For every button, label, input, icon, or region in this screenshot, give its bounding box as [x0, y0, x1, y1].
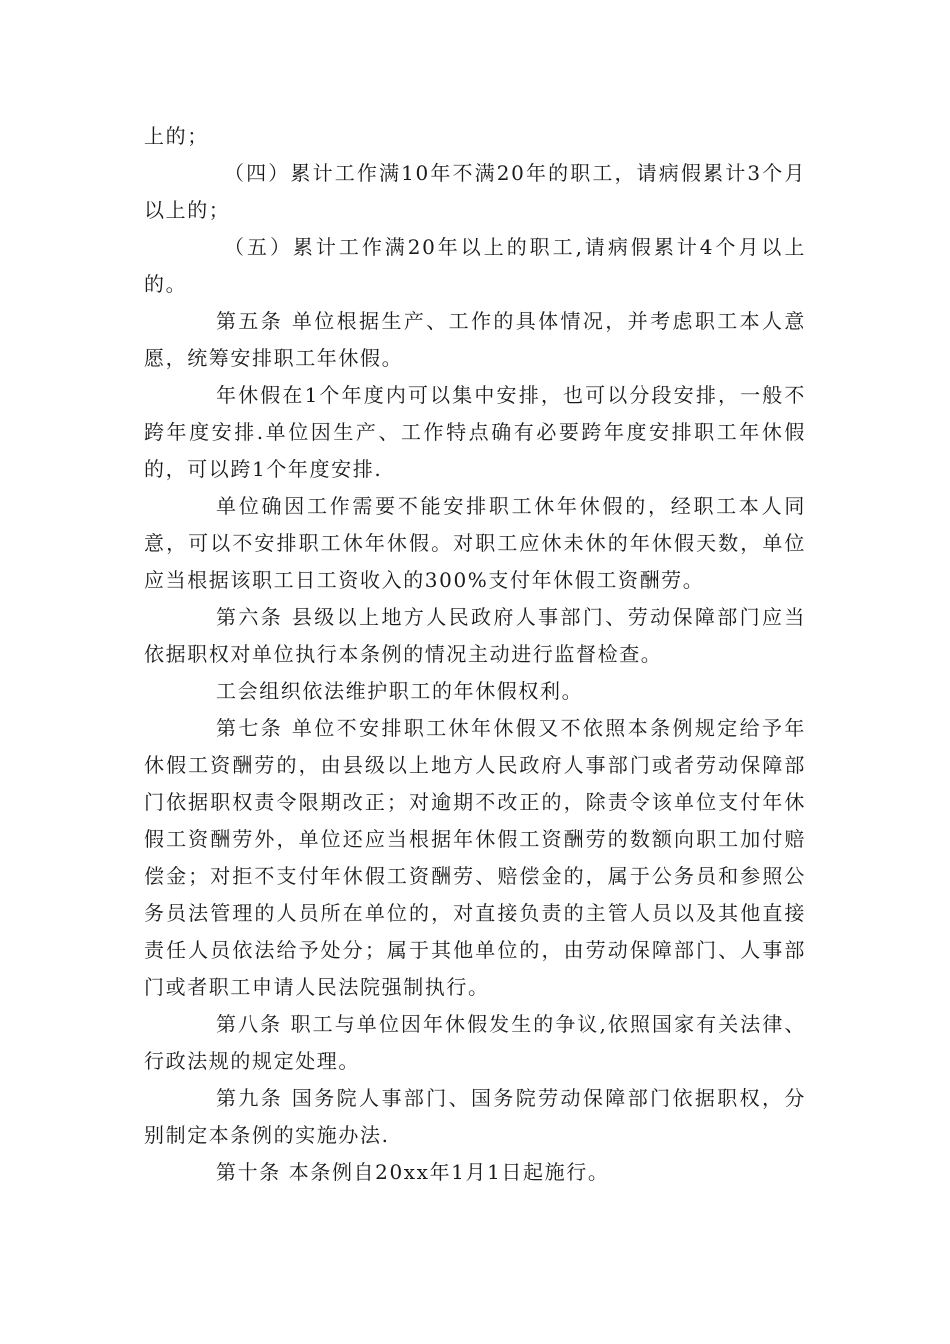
paragraph-article-7: 第七条 单位不安排职工休年休假又不依照本条例规定给予年休假工资酬劳的，由县级以上地方人民政府人事部门或者劳动保障部门依据职权责令限期改正；对逾期不改正的，除责令该单位支付年休假工资酬劳外，单位还应当根据年休假工资酬劳的数额向职工加付赔偿金；对拒不支付年休假工资酬劳、赔偿金的，属于公务员和参照公务员法管理的人员所在单位的，对直接负责的主管人员以及其他直接责任人员依法给予处分；属于其他单位的，由劳动保障部门、人事部门或者职工申请人民法院强制执行。	[144, 716, 806, 999]
document-page	[144, 118, 806, 1191]
paragraph-article-10: 第十条 本条例自20xx年1月1日起施行。	[216, 1160, 610, 1184]
paragraph-continuation: 上的；	[144, 124, 209, 148]
paragraph-item-4: （四）累计工作满10年不满20年的职工，请病假累计3个月以上的；	[144, 161, 806, 222]
paragraph-article-9: 第九条 国务院人事部门、国务院劳动保障部门依据职权，分别制定本条例的实施办法.	[144, 1086, 806, 1147]
paragraph-article-5-scheduling: 年休假在1个年度内可以集中安排，也可以分段安排，一般不跨年度安排.单位因生产、工作特点确有必要跨年度安排职工年休假的，可以跨1个年度安排.	[144, 383, 806, 481]
paragraph-article-8: 第八条 职工与单位因年休假发生的争议,依照国家有关法律、行政法规的规定处理。	[144, 1012, 806, 1073]
paragraph-article-6: 第六条 县级以上地方人民政府人事部门、劳动保障部门应当依据职权对单位执行本条例的情况主动进行监督检查。	[144, 605, 806, 666]
paragraph-article-6-union: 工会组织依法维护职工的年休假权利。	[216, 679, 584, 703]
paragraph-item-5: （五）累计工作满20年以上的职工,请病假累计4个月以上的。	[144, 235, 806, 296]
paragraph-article-5: 第五条 单位根据生产、工作的具体情况，并考虑职工本人意愿，统筹安排职工年休假。	[144, 309, 806, 370]
paragraph-article-5-compensation: 单位确因工作需要不能安排职工休年休假的，经职工本人同意，可以不安排职工休年休假。对职工应休未休的年休假天数，单位应当根据该职工日工资收入的300%支付年休假工资酬劳。	[144, 494, 806, 592]
